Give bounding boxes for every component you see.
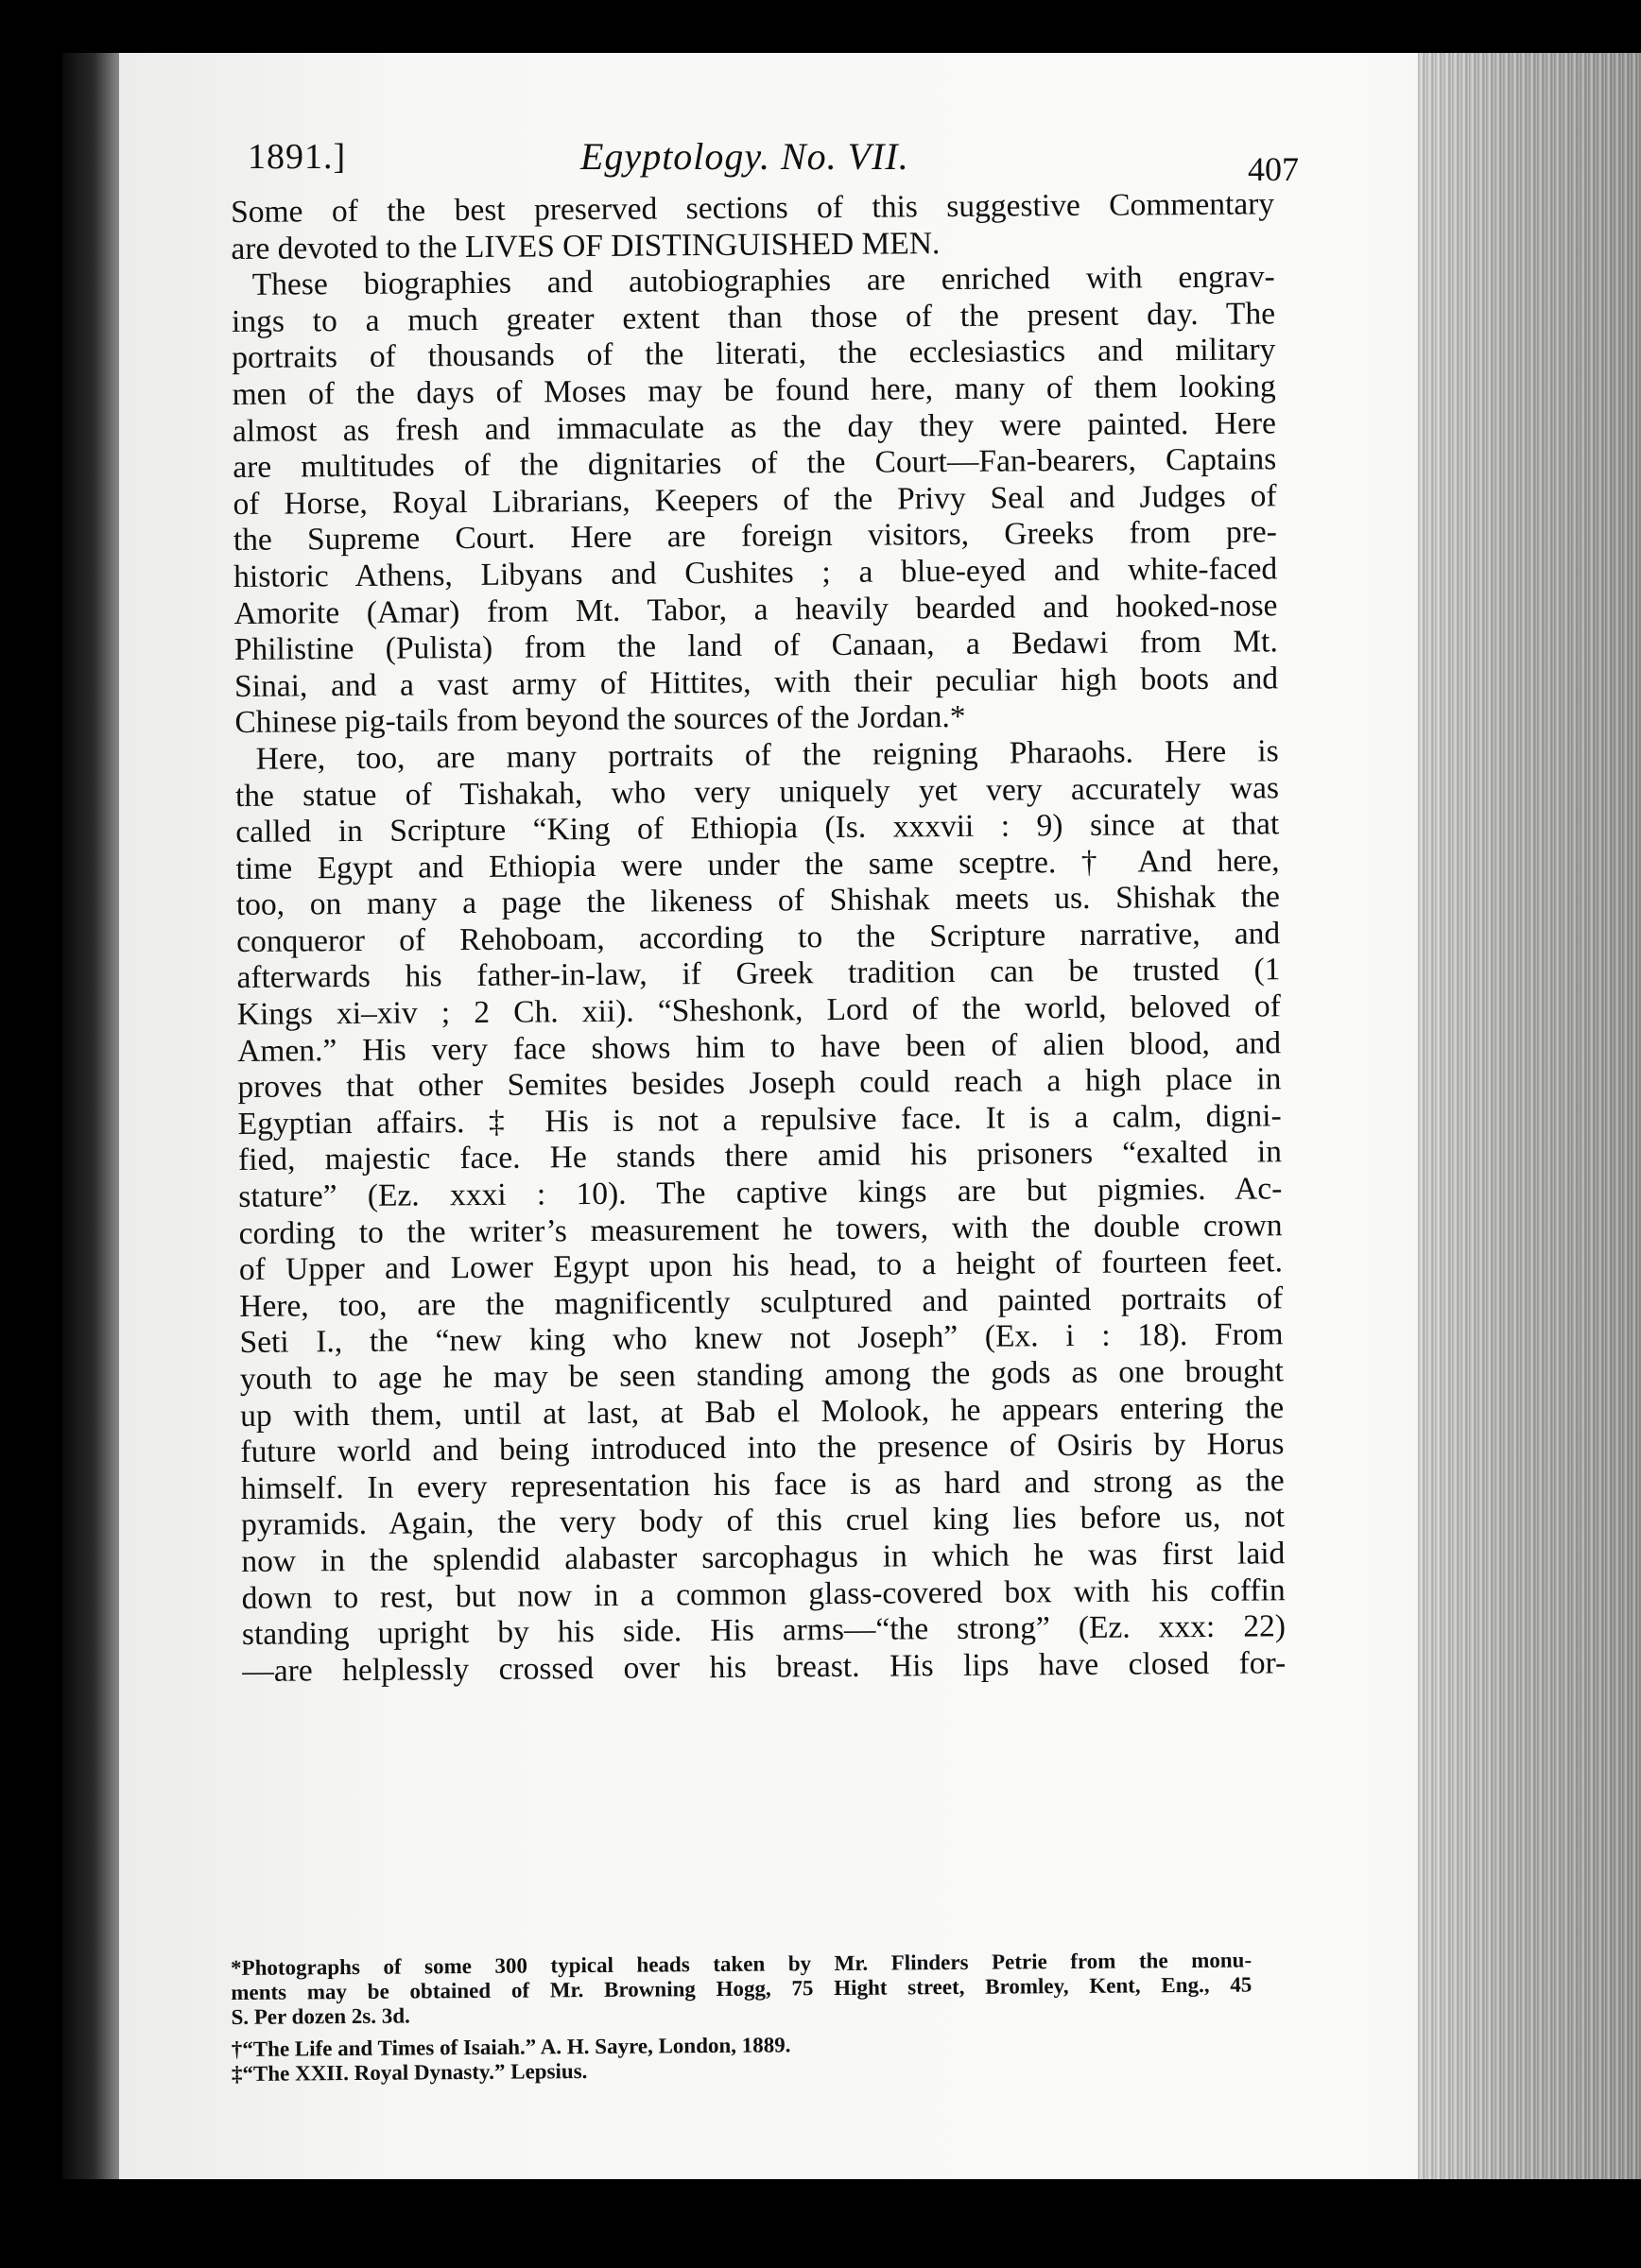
- body-line: too, on many a page the likeness of Shishak meets us. Shishak the: [235, 879, 1281, 923]
- body-line: the statue of Tishakah, who very uniquely yet very accurately was: [234, 769, 1280, 814]
- body-line: proves that other Semites besides Joseph could reach a high place in: [237, 1061, 1282, 1106]
- body-line: ings to a much greater extent than those of the present day. The: [231, 296, 1276, 339]
- body-line: Here, too, are many portraits of the reigning Pharaohs. Here is: [255, 733, 1279, 777]
- body-line: men of the days of Moses may be found here, many of them looking: [232, 369, 1276, 412]
- running-head-title: Egyptology. No. VII.: [580, 135, 909, 178]
- body-line: Amen.” His very face shows him to have been of alien blood, and: [236, 1024, 1282, 1069]
- body-line: Philistine (Pulista) from the land of Canaan, a Bedawi from Mt.: [233, 624, 1278, 668]
- footnote-line: S. Per dozen 2s. 3d.: [231, 2003, 410, 2029]
- body-line: are devoted to the LIVES OF DISTINGUISHED MEN.: [231, 225, 941, 266]
- body-line: time Egypt and Ethiopia were under the same sceptre. † And here,: [235, 842, 1280, 886]
- body-line: Here, too, are the magnificently sculptured and painted portraits of: [239, 1280, 1284, 1324]
- body-line: historic Athens, Libyans and Cushites ; a blue-eyed and white-faced: [233, 551, 1278, 594]
- body-line: are multitudes of the dignitaries of the Court—Fan-bearers, Captains: [233, 441, 1277, 486]
- body-line: cording to the writer’s measurement he towers, with the double crown: [238, 1207, 1283, 1251]
- book-binding-gutter: [62, 53, 119, 2179]
- body-line: fied, majestic face. He stands there amid his prisoners “exalted in: [237, 1134, 1283, 1178]
- body-line: Sinai, and a vast army of Hittites, with their peculiar high boots and: [233, 661, 1279, 704]
- running-head-year: 1891.]: [248, 137, 347, 177]
- body-line: Seti I., the “new king who knew not Joseph” (Ex. i : 18). From: [239, 1316, 1284, 1361]
- body-line: —are helplessly crossed over his breast. His lips have closed for-: [242, 1645, 1287, 1689]
- body-line: now in the splendid alabaster sarcophagus in which he was first laid: [241, 1536, 1286, 1579]
- footnote-line: †“The Life and Times of Isaiah.” A. H. Sayre, London, 1889.: [231, 2033, 791, 2061]
- body-line: Amorite (Amar) from Mt. Tabor, a heavily bearded and hooked-nose: [233, 587, 1278, 631]
- body-line: up with them, until at last, at Bab el Molook, he appears entering the: [240, 1389, 1285, 1434]
- body-line: These biographies and autobiographies are enriched with engrav-: [251, 259, 1275, 303]
- body-line: of Horse, Royal Librarians, Keepers of the Privy Seal and Judges of: [233, 478, 1277, 522]
- body-line: Kings xi–xiv ; 2 Ch. xii). “Sheshonk, Lord of the world, beloved of: [236, 988, 1281, 1033]
- body-line: himself. In every representation his face is as hard and strong as the: [240, 1463, 1285, 1506]
- body-line: standing upright by his side. His arms—“the strong” (Ez. xxx: 22): [241, 1608, 1287, 1653]
- body-line: conqueror of Rehoboam, according to the Scripture narrative, and: [236, 916, 1281, 959]
- body-line: stature” (Ez. xxxi : 10). The captive kings are but pigmies. Ac-: [238, 1171, 1283, 1214]
- page-number: 407: [1248, 150, 1299, 188]
- body-line: youth to age he may be seen standing among the gods as one brought: [239, 1353, 1284, 1397]
- body-line: Some of the best preserved sections of this suggestive Commentary: [231, 186, 1275, 230]
- body-line: the Supreme Court. Here are foreign visitors, Greeks from pre-: [233, 514, 1277, 558]
- body-line: future world and being introduced into the presence of Osiris by Horus: [240, 1426, 1285, 1470]
- footnote-line: *Photographs of some 300 typical heads taken by Mr. Flinders Petrie from the monu-: [231, 1948, 1252, 1980]
- footnote-line: ments may be obtained of Mr. Browning Hogg, 75 Hight street, Bromley, Kent, Eng., 45: [231, 1972, 1252, 2004]
- body-line: almost as fresh and immaculate as the day they were painted. Here: [232, 404, 1277, 449]
- body-line: called in Scripture “King of Ethiopia (Is. xxxvii : 9) since at that: [235, 806, 1280, 850]
- body-line: Chinese pig-tails from beyond the sources of the Jordan.*: [234, 699, 966, 741]
- footnote-line: ‡“The XXII. Royal Dynasty.” Lepsius.: [231, 2059, 588, 2086]
- page-edges-stack: [1418, 53, 1641, 2179]
- body-line: pyramids. Again, the very body of this cruel king lies before us, not: [240, 1499, 1286, 1543]
- body-line: afterwards his father-in-law, if Greek tradition can be trusted (1: [236, 952, 1281, 996]
- body-line: down to rest, but now in a common glass-covered box with his coffin: [241, 1572, 1286, 1616]
- body-line: portraits of thousands of the literati, the ecclesiastics and military: [232, 332, 1276, 376]
- body-text: [231, 186, 1286, 1690]
- scan-top-border: [0, 0, 1641, 53]
- footnotes: [231, 1949, 1252, 2087]
- scan-bottom-border: [0, 2179, 1641, 2268]
- body-line: of Upper and Lower Egypt upon his head, to a height of fourteen feet.: [238, 1244, 1284, 1288]
- body-line: Egyptian affairs. ‡ His is not a repulsive face. It is a calm, digni-: [237, 1098, 1282, 1142]
